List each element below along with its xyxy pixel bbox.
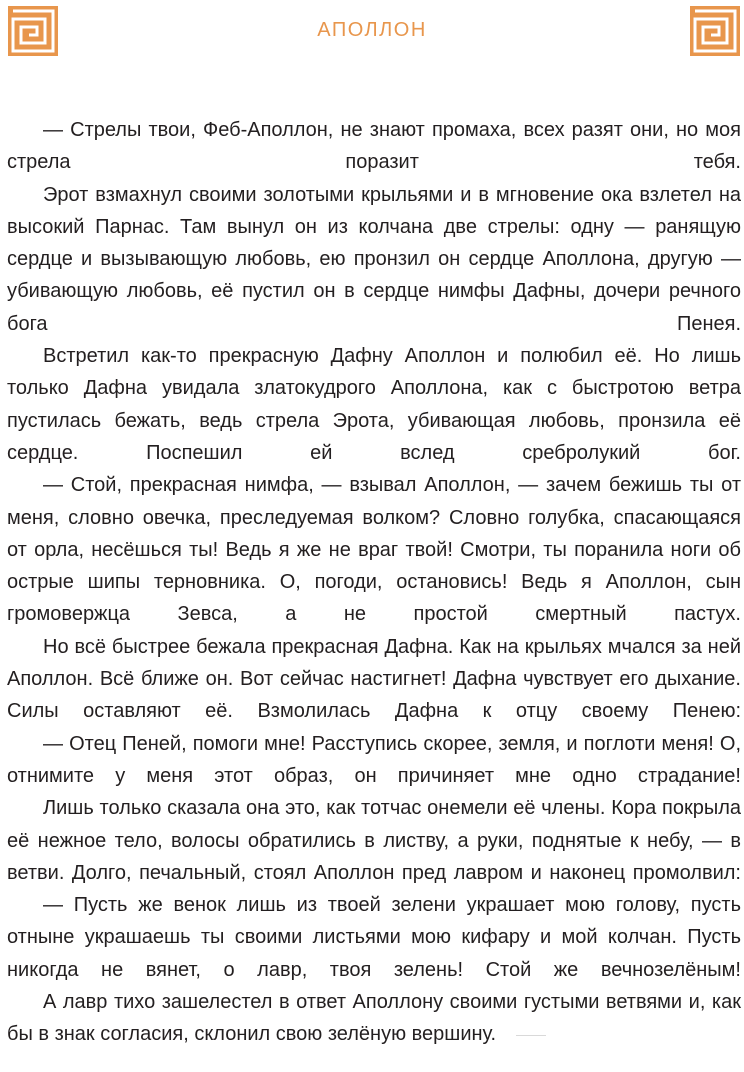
end-mark <box>516 1035 546 1036</box>
paragraph-9-text: А лавр тихо зашелестел в ответ Аполлону своими густыми ветвями и, как бы в знак согласия, склонил свою зелёную вершину. <box>7 991 741 1046</box>
paragraph-4: — Стой, прекрасная нимфа, — взывал Аполлон, — зачем бежишь ты от меня, словно овечка, преследуемая волком? Словно голубка, спасающаяся от орла, несёшься ты! Ведь я же не враг твой! Смотри, ты поранила ноги об острые шипы терновника. О, погоди, остановись! Ведь я Аполлон, сын громовержца Зевса, а не простой смертный пастух. <box>7 474 741 626</box>
running-head-title: АПОЛЛОН <box>317 19 427 41</box>
paragraph-2: Эрот взмахнул своими золотыми крыльями и в мгновение ока взлетел на высокий Парнас. Там вынул он из колчана две стрелы: одну — ранящую сердце и вызывающую любовь, ею пронзил он сердце Аполлона, другую — убивающую любовь, её пустил он в сердце нимфы Дафны, дочери речного бога Пенея. <box>7 183 741 335</box>
paragraph-7: Лишь только сказала она это, как тотчас онемели её члены. Кора покрыла её нежное тело, волосы обратились в листву, а руки, поднятые к небу, — в ветви. Долго, печальный, стоял Аполлон пред лавром и наконец промолвил: <box>7 797 741 884</box>
greek-key-icon-right-graphic <box>690 6 740 56</box>
page-body-text <box>7 114 741 1051</box>
paragraph-3: Встретил как-то прекрасную Дафну Аполлон и полюбил её. Но лишь только Дафна увидала златокудрого Аполлона, как с быстротою ветра пустилась бежать, ведь стрела Эрота, убивающая любовь, пронзила её сердце. Поспешил ей вслед сребролукий бог. <box>7 345 741 464</box>
paragraph-1: — Стрелы твои, Феб-Аполлон, не знают промаха, всех разят они, но моя стрела поразит тебя. <box>7 119 741 174</box>
paragraph-6: — Отец Пеней, помоги мне! Расступись скорее, земля, и поглоти меня! О, отнимите у меня этот образ, он причиняет мне одно страдание! <box>7 732 741 787</box>
paragraph-5: Но всё быстрее бежала прекрасная Дафна. Как на крыльях мчался за ней Аполлон. Всё ближе он. Вот сейчас настигнет! Дафна чувствует его дыхание. Силы оставляют её. Взмолилась Дафна к отцу своему Пенею: <box>7 635 741 723</box>
paragraph-8: — Пусть же венок лишь из твоей зелени украшает мою голову, пусть отныне украшаешь ты своими листьями мою кифару и мой колчан. Пусть никогда не вянет, о лавр, твоя зелень! Стой же вечнозелёным! <box>7 894 741 981</box>
paragraph-9 <box>7 986 741 1051</box>
greek-key-icon <box>690 6 740 56</box>
